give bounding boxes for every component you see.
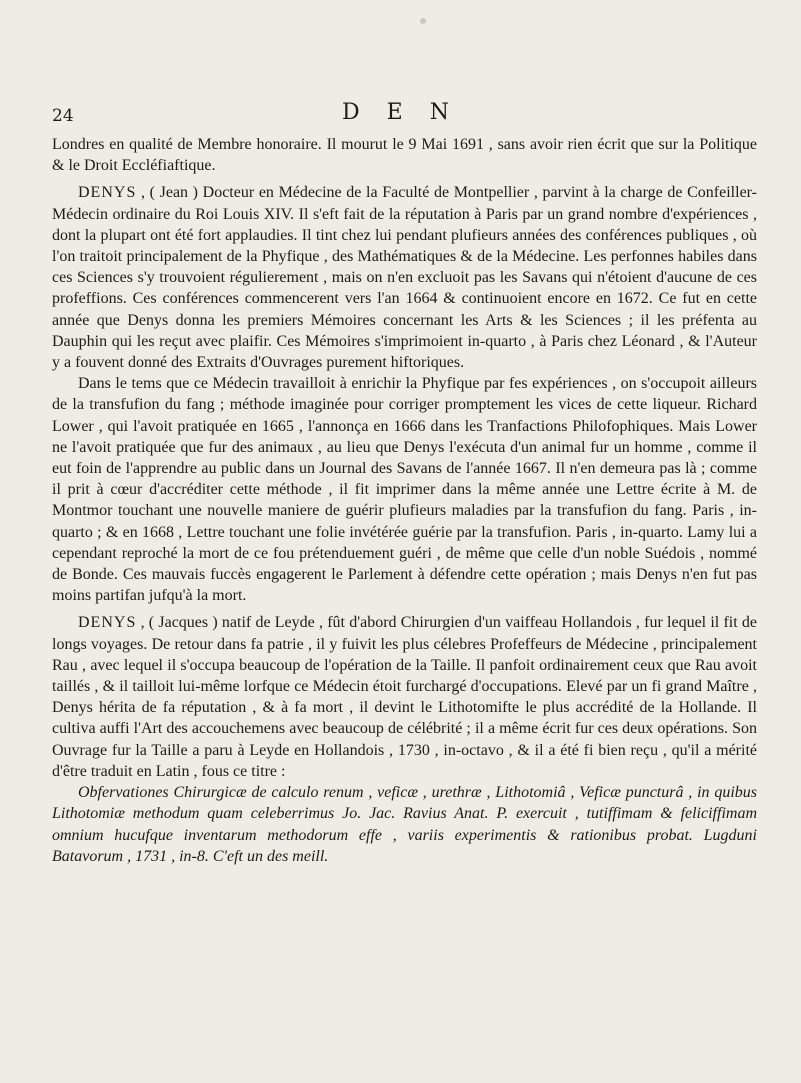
entry-headword: DENYS	[78, 614, 137, 632]
latin-title-quote: Obfervationes Chirurgicæ de calculo renum , veficæ , urethræ , Lithotomiâ , Veficæ puncturâ , in quibus Lithotomiæ methodum quam celeberrimus Jo. Jac. Ravius Anat. P. exercuit , tutiffimam & feliciffimam omnium hucufque inventarum methodorum effe , variis experimentis & rationibus probat. Lugduni Batavorum , 1731 , in-8. C'eft un des meill.	[52, 784, 757, 865]
entry-text: , ( Jacques ) natif de Leyde , fût d'abord Chirurgien d'un vaiffeau Hollandois , fur lequel il fit de longs voyages. De retour dans fa patrie , il y fuivit les plus célebres Profeffeurs de Médecine , principalement Rau , avec lequel il s'occupa beaucoup de l'opération de la Taille. Il panfoit ordinairement ceux que Rau avoit taillés , & il tailloit lui-même lorfque ce Médecin étoit furchargé d'occupations. Elevé par un fi grand Maître , Denys hérita de fa réputation , & à fa mort , il devint le Lithotomifte le plus accrédité de la Hollande. Il cultiva auffi l'Art des accouchemens avec beaucoup de célébrité ; il a même écrit fur ces deux opérations. Son Ouvrage fur la Taille a paru à Leyde en Hollandois , 1730 , in-octavo , & il a été fi bien reçu , qu'il a mérité d'être traduit en Latin , fous ce titre :	[52, 614, 758, 780]
entry-denys-jacques	[52, 612, 757, 782]
entry-denys-jean	[52, 182, 757, 373]
entry-text: , ( Jean ) Docteur en Médecine de la Faculté de Montpellier , parvint à la charge de Confeiller-Médecin ordinaire du Roi Louis XIV. Il s'eft fait de la réputation à Paris par un grand nombre d'expériences , dont la plupart ont été fort applaudies. Il tint chez lui pendant plufieurs années des conférences publiques , où l'on traitoit principalement de la Phyfique , des Mathématiques & de la Médecine. Les perfonnes habiles dans ces Sciences s'y trouvoient régulierement , mais on n'en excluoit pas les Savans qui n'étoient d'aucune de ces profeffions. Ces conférences commencerent vers l'an 1664 & continuoient encore en 1672. Ce fut en cette année que Denys donna les premiers Mémoires concernant les Arts & les Sciences ; il les préfenta au Dauphin qui les reçut avec plaifir. Ces Mémoires s'imprimoient in-quarto , à Paris chez Léonard , & l'Auteur y a fouvent donné des Extraits d'Ouvrages purement hiftoriques.	[52, 184, 758, 372]
main-text	[52, 134, 757, 867]
running-head: D E N	[342, 100, 459, 125]
entry-denys-jean-continuation: Dans le tems que ce Médecin travailloit à enrichir la Phyfique par fes expériences , on s'occupoit ailleurs de la transfufion du fang ; méthode imaginée pour corriger promptement les vices de cette liqueur. Richard Lower , qui l'avoit pratiquée en 1665 , l'annonça en 1666 dans les Tranfactions Philofophiques. Mais Lower ne l'avoit pratiquée que fur des animaux , au lieu que Denys l'exécuta d'un animal fur un homme , comme il eut foin de l'apprendre au public dans un Journal des Savans de l'année 1667. Il n'en demeura pas là ; comme il prit à cœur d'accréditer cette méthode , il fit imprimer dans la même année une Lettre écrite à M. de Montmor touchant une nouvelle maniere de guérir plufieurs maladies par la transfufion du fang. Paris , in-quarto ; & en 1668 , Lettre touchant une folie invétérée guérie par la transfufion. Paris , in-quarto. Lamy lui a cependant reproché la mort de ce fou prétenduement guéri , de même que celle d'un noble Suédois , nommé de Bonde. Ces mauvais fuccès engagerent le Parlement à défendre cette opération ; mais Denys n'en fut pas moins partifan jufqu'à la mort.	[52, 375, 757, 605]
paper-stain	[420, 18, 426, 24]
entry-headword: DENYS	[78, 184, 137, 202]
opening-paragraph: Londres en qualité de Membre honoraire. Il mourut le 9 Mai 1691 , sans avoir rien écrit que sur la Politique & le Droit Eccléfiaftique.	[52, 136, 757, 175]
page-number: 24	[52, 106, 74, 126]
